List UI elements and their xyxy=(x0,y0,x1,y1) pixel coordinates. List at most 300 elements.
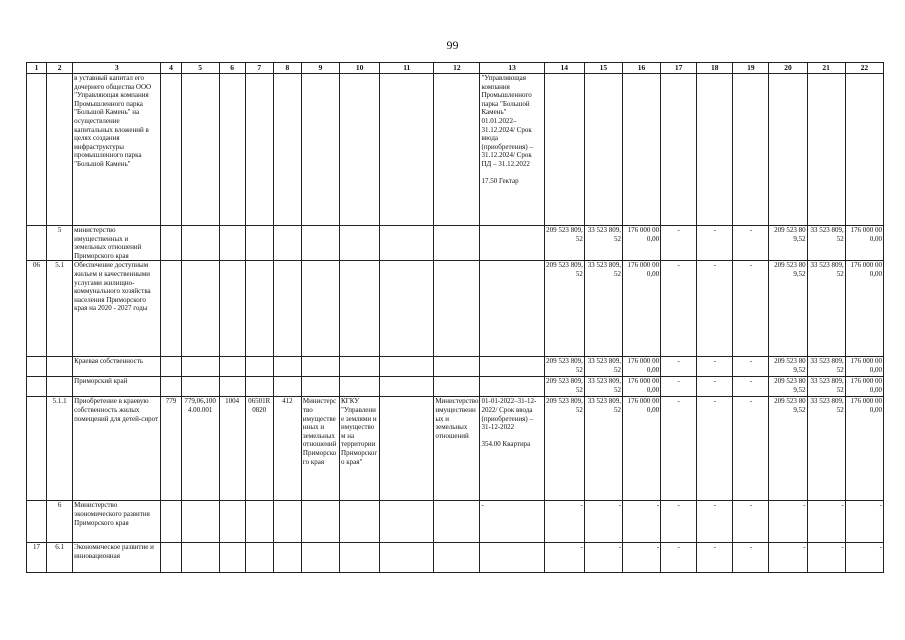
cell-text: 33 523 809,52 xyxy=(587,397,621,414)
table-cell-col-10 xyxy=(340,397,380,501)
cell-text: 01-01-2022–31-12-2022/ Срок ввода (приобретения) – 31-12-2022 xyxy=(481,397,537,432)
table-cell-col-18 xyxy=(697,501,733,543)
table-cell-col-19 xyxy=(733,397,769,501)
table-cell-col-5 xyxy=(181,357,219,377)
cell-text: 5.1.1 xyxy=(52,397,67,406)
cell-text: 779,06,1004.00.001 xyxy=(184,397,216,414)
table-cell-col-12 xyxy=(434,543,480,573)
cell-text: 412 xyxy=(282,397,293,406)
page-number: 99 xyxy=(446,38,459,52)
cell-text: 33 523 809,52 xyxy=(810,226,844,243)
cell-text: Приморский край xyxy=(74,377,128,386)
col-header: 18 xyxy=(697,63,733,74)
table-cell-col-17 xyxy=(661,501,697,543)
table-cell-col-3 xyxy=(73,543,161,573)
cell-text: - xyxy=(713,377,716,386)
cell-text: 176 000 000,00 xyxy=(627,397,660,414)
table-cell-col-7 xyxy=(245,226,273,261)
table-cell-col-16 xyxy=(622,74,660,226)
cell-text: - xyxy=(618,543,621,552)
table-cell-col-5 xyxy=(181,543,219,573)
table-cell-col-13 xyxy=(480,501,544,543)
table-cell-col-10 xyxy=(340,377,380,397)
table-cell-col-16 xyxy=(622,226,660,261)
table-cell-col-10 xyxy=(340,357,380,377)
table-cell-col-1 xyxy=(27,377,47,397)
table-row xyxy=(27,397,884,501)
table-cell-col-11 xyxy=(380,74,434,226)
cell-text: - xyxy=(580,543,583,552)
table-cell-col-8 xyxy=(273,226,301,261)
col-header: 11 xyxy=(380,63,434,74)
table-cell-col-11 xyxy=(380,397,434,501)
table-cell-col-3 xyxy=(73,357,161,377)
table-cell-col-2 xyxy=(47,377,73,397)
cell-text: 33 523 809,52 xyxy=(810,397,844,414)
table-cell-col-8 xyxy=(273,261,301,357)
table-cell-col-20 xyxy=(769,261,807,357)
cell-text: - xyxy=(713,226,716,234)
table-cell-col-16 xyxy=(622,377,660,397)
table-cell-col-15 xyxy=(584,357,622,377)
cell-text: 33 523 809,52 xyxy=(587,357,621,374)
table-cell-col-3 xyxy=(73,74,161,226)
table-cell-col-2 xyxy=(47,357,73,377)
cell-text-quantity: 354.00 Квартира xyxy=(481,439,531,448)
col-header: 16 xyxy=(622,63,660,74)
cell-text: - xyxy=(656,543,660,552)
table-cell-col-17 xyxy=(661,543,697,573)
col-header: 17 xyxy=(661,63,697,74)
table-cell-col-21 xyxy=(807,543,845,573)
cell-text: 209 523 809,52 xyxy=(774,397,806,414)
table-cell-col-8 xyxy=(273,543,301,573)
table-cell-col-20 xyxy=(769,377,807,397)
table-cell-col-20 xyxy=(769,226,807,261)
table-cell-col-12 xyxy=(434,357,480,377)
cell-text: - xyxy=(749,226,753,234)
table-cell-col-15 xyxy=(584,226,622,261)
cell-text: 176 000 000,00 xyxy=(627,377,660,394)
table-cell-col-6 xyxy=(219,74,245,226)
cell-text: - xyxy=(618,501,621,510)
cell-text: 33 523 809,52 xyxy=(587,226,621,243)
cell-text: - xyxy=(749,397,753,406)
cell-text: - xyxy=(677,377,680,386)
table-cell-col-12 xyxy=(434,377,480,397)
table-cell-col-22 xyxy=(845,261,883,357)
cell-text: 6.1 xyxy=(55,543,64,552)
cell-text: - xyxy=(713,543,716,552)
table-cell-col-17 xyxy=(661,357,697,377)
table-cell-col-5 xyxy=(181,74,219,226)
table-cell-col-12 xyxy=(434,397,480,501)
cell-text: 33 523 809,52 xyxy=(587,377,621,394)
table-row xyxy=(27,543,884,573)
table-cell-col-18 xyxy=(697,357,733,377)
header-row xyxy=(27,63,884,74)
cell-text: - xyxy=(749,377,753,386)
table-cell-col-14 xyxy=(544,74,584,226)
cell-text: 176 000 000,00 xyxy=(627,226,660,243)
cell-text: - xyxy=(656,501,660,510)
table-cell-col-10 xyxy=(340,543,380,573)
table-row xyxy=(27,377,884,397)
table-cell-col-3 xyxy=(73,377,161,397)
table-cell-col-11 xyxy=(380,261,434,357)
table-cell-col-15 xyxy=(584,543,622,573)
table-cell-col-9 xyxy=(301,226,339,261)
table-cell-col-6 xyxy=(219,261,245,357)
cell-text: Экономическое развитие и инновационная xyxy=(74,543,154,560)
cell-text: - xyxy=(677,357,680,366)
table-cell-col-13 xyxy=(480,543,544,573)
table-cell-col-2 xyxy=(47,261,73,357)
cell-text: 209 523 809,52 xyxy=(774,377,806,394)
table-cell-col-13 xyxy=(480,377,544,397)
table-cell-col-22 xyxy=(845,543,883,573)
cell-text: 33 523 809,52 xyxy=(810,377,844,394)
cell-text: Министерство экономического развития Приморского края xyxy=(74,501,150,527)
cell-text: 209 523 809,52 xyxy=(546,377,583,394)
table-cell-col-5 xyxy=(181,261,219,357)
table-cell-col-9 xyxy=(301,543,339,573)
col-header: 13 xyxy=(480,63,544,74)
cell-text: - xyxy=(749,357,753,366)
table-cell-col-22 xyxy=(845,501,883,543)
table-cell-col-16 xyxy=(622,501,660,543)
table-cell-col-19 xyxy=(733,357,769,377)
cell-text: - xyxy=(481,501,484,510)
table-cell-col-14 xyxy=(544,543,584,573)
cell-text: - xyxy=(677,226,680,234)
table-cell-col-4 xyxy=(161,501,181,543)
cell-text: - xyxy=(713,357,716,366)
cell-text: "Управляющая компания Промышленного парка "Большой Камень" 01.01.2022–31.12.2024/ Срок ввода (приобретения) – 31.12.2024/ Срок ПД – 31.12.2022 xyxy=(481,74,533,168)
table-cell-col-4 xyxy=(161,357,181,377)
cell-text: 209 523 809,52 xyxy=(546,357,583,374)
cell-text: - xyxy=(879,543,882,552)
table-cell-col-3 xyxy=(73,226,161,261)
cell-text: 209 523 809,52 xyxy=(546,261,583,278)
table-cell-col-16 xyxy=(622,543,660,573)
table-cell-col-22 xyxy=(845,397,883,501)
cell-text: - xyxy=(713,501,716,510)
table-cell-col-7 xyxy=(245,501,273,543)
table-cell-col-12 xyxy=(434,74,480,226)
cell-text: - xyxy=(879,501,882,510)
table-cell-col-21 xyxy=(807,74,845,226)
table-cell-col-17 xyxy=(661,397,697,501)
table-cell-col-7 xyxy=(245,74,273,226)
table-cell-col-3 xyxy=(73,397,161,501)
table-cell-col-5 xyxy=(181,501,219,543)
cell-text: - xyxy=(677,501,680,510)
table-cell-col-4 xyxy=(161,74,181,226)
cell-text: Министерство имущественных и земельных отношений Приморского края xyxy=(302,397,337,466)
cell-text: 5 xyxy=(57,226,62,234)
table-cell-col-18 xyxy=(697,261,733,357)
table-cell-col-20 xyxy=(769,501,807,543)
table-cell-col-20 xyxy=(769,543,807,573)
cell-text: - xyxy=(677,397,680,406)
cell-text: 06 xyxy=(33,261,41,270)
table-cell-col-22 xyxy=(845,74,883,226)
cell-text: Министерство имущественных и земельных отношений xyxy=(435,397,479,440)
table-cell-col-1 xyxy=(27,501,47,543)
table-cell-col-16 xyxy=(622,261,660,357)
table-cell-col-11 xyxy=(380,357,434,377)
table-cell-col-20 xyxy=(769,357,807,377)
table-cell-col-3 xyxy=(73,261,161,357)
col-header: 5 xyxy=(181,63,219,74)
table-cell-col-14 xyxy=(544,377,584,397)
cell-text: - xyxy=(677,543,680,552)
table-cell-col-8 xyxy=(273,377,301,397)
table-cell-col-7 xyxy=(245,357,273,377)
table-row xyxy=(27,501,884,543)
table-cell-col-4 xyxy=(161,397,181,501)
cell-text: 33 523 809,52 xyxy=(587,261,621,278)
col-header: 22 xyxy=(845,63,883,74)
col-header: 21 xyxy=(807,63,845,74)
table-cell-col-6 xyxy=(219,357,245,377)
table-row xyxy=(27,74,884,226)
cell-text: - xyxy=(580,501,583,510)
cell-text: - xyxy=(749,501,753,510)
col-header: 8 xyxy=(273,63,301,74)
table-cell-col-9 xyxy=(301,357,339,377)
table-cell-col-1 xyxy=(27,74,47,226)
cell-text: Краевая собственность xyxy=(74,357,144,366)
table-cell-col-2 xyxy=(47,543,73,573)
table-cell-col-18 xyxy=(697,377,733,397)
cell-text: Приобретение в краевую собственность жилых помещений для детей-сирот xyxy=(74,397,159,423)
table-cell-col-22 xyxy=(845,357,883,377)
cell-text: 779 xyxy=(165,397,177,406)
table-cell-col-22 xyxy=(845,377,883,397)
table-cell-col-21 xyxy=(807,377,845,397)
cell-text: 6 xyxy=(57,501,62,510)
table-cell-col-1 xyxy=(27,261,47,357)
cell-text: - xyxy=(749,543,753,552)
table-cell-col-14 xyxy=(544,397,584,501)
table-cell-col-11 xyxy=(380,377,434,397)
table-cell-col-4 xyxy=(161,226,181,261)
table-cell-col-21 xyxy=(807,261,845,357)
col-header: 12 xyxy=(434,63,480,74)
cell-text: в уставный капитал его дочернего общества ООО "Управляющая компания Промышленного парка "Большой Камень" на осуществление капитальных вложений в целях создания инфраструктуры промышленного парка "Большой Камень" xyxy=(74,74,152,168)
table-body xyxy=(27,74,884,573)
table-cell-col-19 xyxy=(733,501,769,543)
cell-text: министерство имущественных и земельных отношений Приморского края xyxy=(74,226,142,260)
table-cell-col-8 xyxy=(273,501,301,543)
table-cell-col-4 xyxy=(161,543,181,573)
table-cell-col-2 xyxy=(47,501,73,543)
table-cell-col-9 xyxy=(301,397,339,501)
table-cell-col-12 xyxy=(434,261,480,357)
table-cell-col-21 xyxy=(807,501,845,543)
col-header: 7 xyxy=(245,63,273,74)
cell-text: 176 000 000,00 xyxy=(627,261,660,278)
table-cell-col-14 xyxy=(544,261,584,357)
cell-text: - xyxy=(713,397,716,406)
table-cell-col-3 xyxy=(73,501,161,543)
col-header: 14 xyxy=(544,63,584,74)
table-cell-col-6 xyxy=(219,543,245,573)
table-cell-col-11 xyxy=(380,543,434,573)
col-header: 4 xyxy=(161,63,181,74)
table-cell-col-10 xyxy=(340,501,380,543)
cell-text: - xyxy=(841,501,844,510)
table-cell-col-15 xyxy=(584,397,622,501)
table-cell-col-13 xyxy=(480,261,544,357)
table-cell-col-13 xyxy=(480,226,544,261)
table-cell-col-17 xyxy=(661,261,697,357)
table-cell-col-13 xyxy=(480,74,544,226)
cell-text-quantity: 17.50 Гектар xyxy=(481,176,519,185)
budget-table xyxy=(26,62,884,573)
col-header: 15 xyxy=(584,63,622,74)
table-cell-col-17 xyxy=(661,226,697,261)
table-cell-col-18 xyxy=(697,226,733,261)
cell-text: 176 000 000,00 xyxy=(627,357,660,374)
cell-text: Обеспечение доступным жильем и качественными услугами жилищно-коммунального хозяйства населения Приморского края на 2020 - 2027 годы xyxy=(74,261,151,313)
cell-text: 209 523 809,52 xyxy=(774,226,806,243)
table-cell-col-1 xyxy=(27,543,47,573)
table-cell-col-18 xyxy=(697,397,733,501)
table-cell-col-19 xyxy=(733,74,769,226)
cell-text: 209 523 809,52 xyxy=(774,357,806,374)
table-cell-col-8 xyxy=(273,357,301,377)
table-cell-col-10 xyxy=(340,261,380,357)
table-cell-col-8 xyxy=(273,397,301,501)
table-cell-col-9 xyxy=(301,74,339,226)
cell-text: 33 523 809,52 xyxy=(810,261,844,278)
table-cell-col-21 xyxy=(807,357,845,377)
col-header: 1 xyxy=(27,63,47,74)
col-header: 19 xyxy=(733,63,769,74)
table-cell-col-13 xyxy=(480,397,544,501)
cell-text: 209 523 809,52 xyxy=(546,397,583,414)
cell-text: 33 523 809,52 xyxy=(810,357,844,374)
table-cell-col-16 xyxy=(622,397,660,501)
table-cell-col-2 xyxy=(47,397,73,501)
table-cell-col-19 xyxy=(733,226,769,261)
table-cell-col-16 xyxy=(622,357,660,377)
table-cell-col-6 xyxy=(219,501,245,543)
table-cell-col-14 xyxy=(544,357,584,377)
table-cell-col-1 xyxy=(27,357,47,377)
table-cell-col-21 xyxy=(807,397,845,501)
table-cell-col-13 xyxy=(480,357,544,377)
table-cell-col-17 xyxy=(661,377,697,397)
cell-text: 5.1 xyxy=(55,261,64,270)
col-header: 9 xyxy=(301,63,339,74)
cell-text: - xyxy=(803,543,806,552)
cell-text: 06501R0820 xyxy=(248,397,271,414)
cell-text: - xyxy=(677,261,680,270)
table-cell-col-5 xyxy=(181,377,219,397)
table-cell-col-15 xyxy=(584,377,622,397)
table-row xyxy=(27,261,884,357)
table-cell-col-19 xyxy=(733,377,769,397)
col-header: 2 xyxy=(47,63,73,74)
table-cell-col-12 xyxy=(434,501,480,543)
table-cell-col-17 xyxy=(661,74,697,226)
cell-text: 176 000 000,00 xyxy=(850,261,882,278)
table-cell-col-19 xyxy=(733,543,769,573)
table-cell-col-6 xyxy=(219,226,245,261)
cell-text: 176 000 000,00 xyxy=(850,377,882,394)
cell-text: - xyxy=(713,261,716,270)
table-cell-col-9 xyxy=(301,377,339,397)
table-cell-col-4 xyxy=(161,261,181,357)
table-cell-col-1 xyxy=(27,226,47,261)
table-cell-col-15 xyxy=(584,74,622,226)
col-header: 3 xyxy=(73,63,161,74)
table-cell-col-14 xyxy=(544,226,584,261)
table-cell-col-9 xyxy=(301,261,339,357)
table-cell-col-5 xyxy=(181,397,219,501)
col-header: 6 xyxy=(219,63,245,74)
table-cell-col-18 xyxy=(697,543,733,573)
table-cell-col-12 xyxy=(434,226,480,261)
cell-text: 209 523 809,52 xyxy=(774,261,806,278)
table-cell-col-2 xyxy=(47,74,73,226)
cell-text: 209 523 809,52 xyxy=(546,226,583,243)
table-cell-col-11 xyxy=(380,501,434,543)
cell-text: 1004 xyxy=(225,397,240,406)
table-cell-col-1 xyxy=(27,397,47,501)
table-cell-col-15 xyxy=(584,261,622,357)
table-cell-col-11 xyxy=(380,226,434,261)
table-cell-col-20 xyxy=(769,74,807,226)
table-cell-col-7 xyxy=(245,377,273,397)
table-cell-col-22 xyxy=(845,226,883,261)
cell-text: - xyxy=(749,261,753,270)
table-cell-col-9 xyxy=(301,501,339,543)
table-cell-col-19 xyxy=(733,261,769,357)
table-cell-col-7 xyxy=(245,261,273,357)
cell-text: КГКУ "Управление землями и имуществом на территории Приморского края" xyxy=(341,397,378,466)
cell-text: 176 000 000,00 xyxy=(850,226,882,243)
col-header: 20 xyxy=(769,63,807,74)
table-cell-col-15 xyxy=(584,501,622,543)
table-row xyxy=(27,357,884,377)
table-cell-col-7 xyxy=(245,397,273,501)
table-cell-col-8 xyxy=(273,74,301,226)
table-cell-col-6 xyxy=(219,377,245,397)
table-cell-col-20 xyxy=(769,397,807,501)
table-cell-col-18 xyxy=(697,74,733,226)
table-cell-col-4 xyxy=(161,377,181,397)
cell-text: 17 xyxy=(33,543,41,552)
table-cell-col-2 xyxy=(47,226,73,261)
table-cell-col-10 xyxy=(340,74,380,226)
table-cell-col-5 xyxy=(181,226,219,261)
table-cell-col-21 xyxy=(807,226,845,261)
table-cell-col-6 xyxy=(219,397,245,501)
cell-text: 176 000 000,00 xyxy=(850,397,882,414)
cell-text: - xyxy=(803,501,806,510)
cell-text: 176 000 000,00 xyxy=(850,357,882,374)
table-cell-col-10 xyxy=(340,226,380,261)
table-cell-col-7 xyxy=(245,543,273,573)
col-header: 10 xyxy=(340,63,380,74)
table-cell-col-14 xyxy=(544,501,584,543)
table-row xyxy=(27,226,884,261)
